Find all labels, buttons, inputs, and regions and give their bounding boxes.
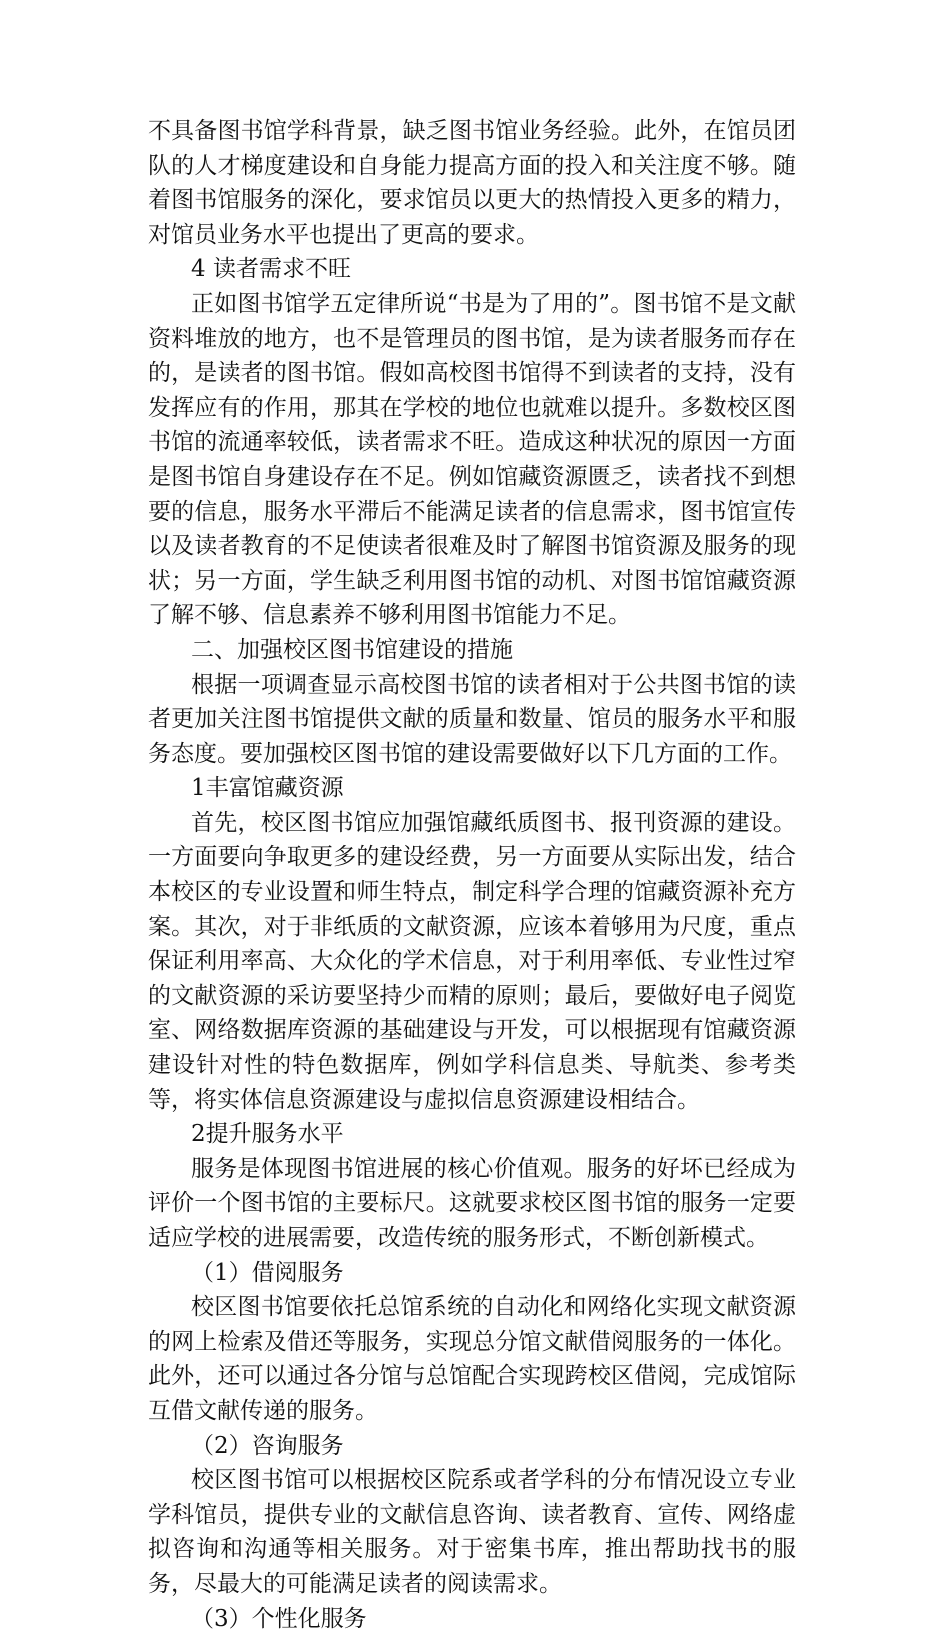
body-paragraph: 服务是体现图书馆进展的核心价值观。服务的好坏已经成为评价一个图书馆的主要标尺。这就要求校区图书馆的服务一定要适应学校的进展需要，改造传统的服务形式，不断创新模式。 [148,1155,796,1251]
body-paragraph: 首先，校区图书馆应加强馆藏纸质图书、报刊资源的建设。一方面要向争取更多的建设经费，另一方面要从实际出发，结合本校区的专业设置和师生特点，制定科学合理的馆藏资源补充方案。其次，对于非纸质的文献资源，应该本着够用为尺度，重点保证利用率高、大众化的学术信息，对于利用率低、专业性过窄的文献资源的采访要坚持少而精的原则；最后，要做好电子阅览室、网络数据库资源的基础建设与开发，可以根据现有馆藏资源建设针对性的特色数据库，例如学科信息类、导航类、参考类等，将实体信息资源建设与虚拟信息资源建设相结合。 [148,809,796,1113]
body-paragraph: 正如图书馆学五定律所说“书是为了用的”。图书馆不是文献资料堆放的地方，也不是管理员的图书馆，是为读者服务而存在的，是读者的图书馆。假如高校图书馆得不到读者的支持，没有发挥应有的作用，那其在学校的地位也就难以提升。多数校区图书馆的流通率较低，读者需求不旺。造成这种状况的原因一方面是图书馆自身建设存在不足。例如馆藏资源匮乏，读者找不到想要的信息，服务水平滞后不能满足读者的信息需求，图书馆宣传以及读者教育的不足使读者很难及时了解图书馆资源及服务的现状；另一方面，学生缺乏利用图书馆的动机、对图书馆馆藏资源了解不够、信息素养不够利用图书馆能力不足。 [148,290,796,629]
body-paragraph: 不具备图书馆学科背景，缺乏图书馆业务经验。此外，在馆员团队的人才梯度建设和自身能力提高方面的投入和关注度不够。随着图书馆服务的深化，要求馆员以更大的热情投入更多的精力，对馆员业务水平也提出了更高的要求。 [148,118,796,248]
body-paragraph: 校区图书馆要依托总馆系统的自动化和网络化实现文献资源的网上检索及借还等服务，实现总分馆文献借阅服务的一体化。此外，还可以通过各分馆与总馆配合实现跨校区借阅，完成馆际互借文献传递的服务。 [148,1294,796,1424]
section-heading: 1丰富馆藏资源 [191,775,344,802]
section-heading: 4 读者需求不旺 [191,256,351,283]
body-paragraph: 根据一项调查显示高校图书馆的读者相对于公共图书馆的读者更加关注图书馆提供文献的质量和数量、馆员的服务水平和服务态度。要加强校区图书馆的建设需要做好以下几方面的工作。 [148,671,796,767]
body-paragraph: 校区图书馆可以根据校区院系或者学科的分布情况设立专业学科馆员，提供专业的文献信息咨询、读者教育、宣传、网络虚拟咨询和沟通等相关服务。对于密集书库，推出帮助找书的服务，尽最大的可能满足读者的阅读需求。 [148,1467,796,1597]
subsection-heading: （1）借阅服务 [191,1259,344,1286]
section-heading: 二、加强校区图书馆建设的措施 [191,636,513,663]
document-body [148,114,796,1636]
section-heading: 2提升服务水平 [191,1121,344,1148]
subsection-heading: （3）个性化服务 [191,1605,367,1632]
subsection-heading: （2）咨询服务 [191,1432,344,1459]
